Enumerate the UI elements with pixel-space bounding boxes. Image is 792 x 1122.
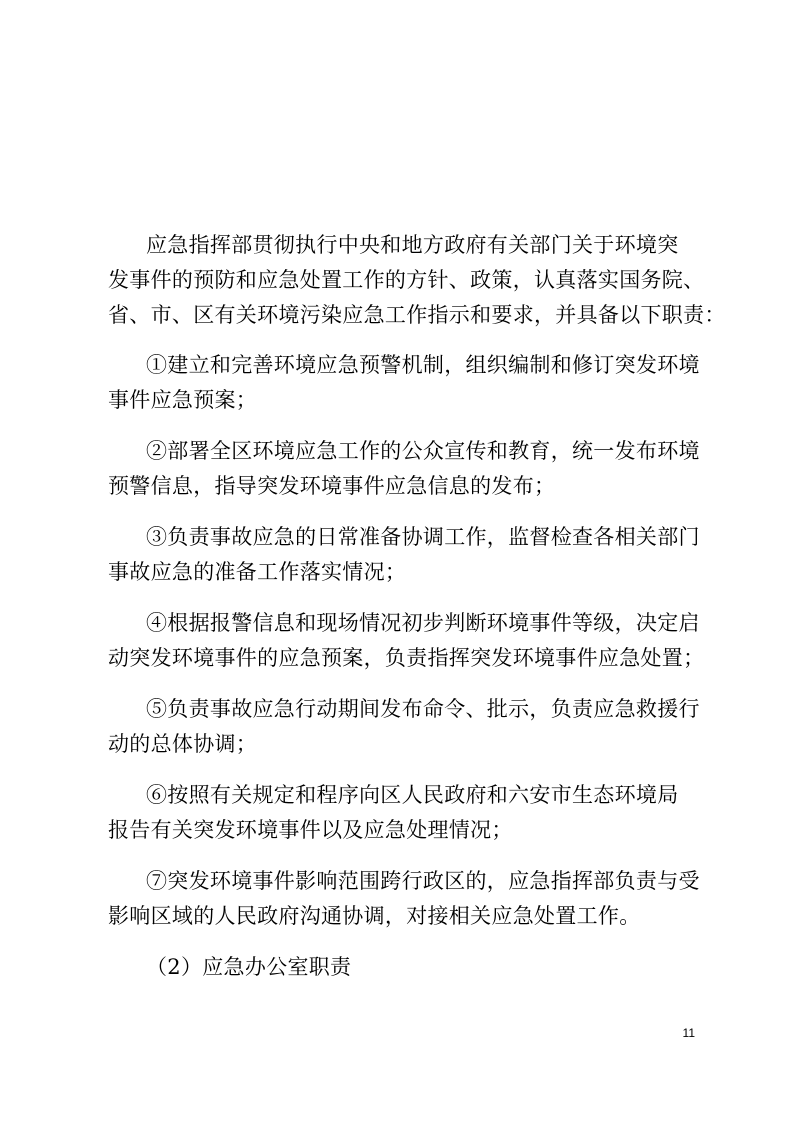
- list-item-line: ⑤负责事故应急行动期间发布命令、批示，负责应急救援行: [146, 697, 700, 721]
- paragraph-line: 省、市、区有关环境污染应急工作指示和要求，并具备以下职责：: [108, 303, 726, 327]
- list-item-line: ④根据报警信息和现场情况初步判断环境事件等级，决定启: [146, 611, 700, 635]
- list-item-line: 动突发环境事件的应急预案，负责指挥突发环境事件应急处置；: [108, 646, 705, 670]
- paragraph-line: 发事件的预防和应急处置工作的方针、政策，认真落实国务院、: [108, 268, 705, 292]
- page-number: 11: [682, 1026, 695, 1040]
- list-item-line: 事故应急的准备工作落实情况；: [108, 560, 407, 584]
- list-item-line: 预警信息，指导突发环境事件应急信息的发布；: [108, 474, 556, 498]
- list-item-line: ⑥按照有关规定和程序向区人民政府和六安市生态环境局: [146, 783, 679, 807]
- section-heading: （2）应急办公室职责: [146, 955, 352, 979]
- list-item-line: ②部署全区环境应急工作的公众宣传和教育，统一发布环境: [146, 439, 700, 463]
- list-item-line: ①建立和完善环境应急预警机制，组织编制和修订突发环境: [146, 353, 700, 377]
- list-item-line: 报告有关突发环境事件以及应急处理情况；: [108, 818, 513, 842]
- paragraph-line: 应急指挥部贯彻执行中央和地方政府有关部门关于环境突: [146, 233, 679, 257]
- list-item-line: ③负责事故应急的日常准备协调工作，监督检查各相关部门: [146, 525, 700, 549]
- list-item-line: 动的总体协调；: [108, 732, 258, 756]
- list-item-line: 事件应急预案；: [108, 388, 258, 412]
- list-item-line: ⑦突发环境事件影响范围跨行政区的，应急指挥部负责与受: [146, 869, 700, 893]
- list-item-line: 影响区域的人民政府沟通协调，对接相关应急处置工作。: [108, 904, 641, 928]
